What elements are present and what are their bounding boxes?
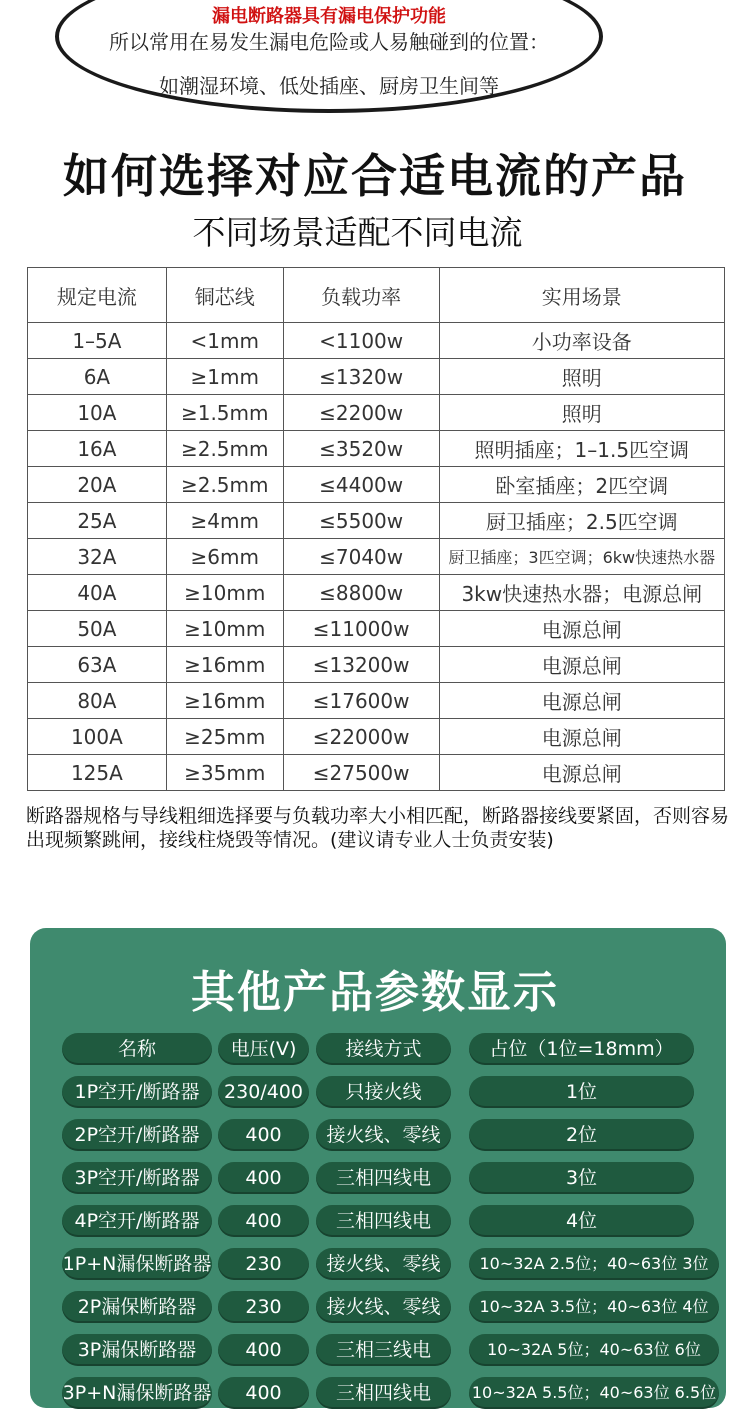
row-current: 16A	[28, 431, 167, 467]
row-current: 125A	[28, 755, 167, 791]
section-heading: 如何选择对应合适电流的产品	[63, 149, 687, 203]
pill-name: 3P+N漏保断路器	[62, 1377, 212, 1409]
pill-voltage: 230	[218, 1248, 309, 1280]
row-scenario: 厨卫插座；3匹空调；6kw快速热水器	[439, 539, 724, 575]
row-power: ≤22000w	[283, 719, 439, 755]
pill-slots: 10~32A 2.5位；40~63位 3位	[469, 1248, 719, 1280]
pill-wiring: 三相四线电	[316, 1377, 451, 1409]
header-scenario: 实用场景	[439, 268, 724, 323]
table-row	[28, 611, 725, 647]
row-power: ≤2200w	[283, 395, 439, 431]
pill-voltage: 230/400	[218, 1076, 309, 1108]
pill-wiring: 接线方式	[316, 1033, 451, 1065]
row-power: ≤4400w	[283, 467, 439, 503]
table-row	[28, 395, 725, 431]
row-wire: ≥4mm	[166, 503, 283, 539]
row-power: ≤1320w	[283, 359, 439, 395]
row-wire: ≥2.5mm	[166, 467, 283, 503]
row-current: 6A	[28, 359, 167, 395]
row-scenario: 小功率设备	[439, 323, 724, 359]
row-current: 50A	[28, 611, 167, 647]
row-wire: ≥35mm	[166, 755, 283, 791]
pill-wiring: 只接火线	[316, 1076, 451, 1108]
pill-name: 1P+N漏保断路器	[62, 1248, 212, 1280]
pill-slots: 10~32A 5位；40~63位 6位	[469, 1334, 719, 1366]
table-row	[28, 503, 725, 539]
row-power: ≤8800w	[283, 575, 439, 611]
table-row	[28, 539, 725, 575]
pill-name: 1P空开/断路器	[62, 1076, 212, 1108]
pill-name: 2P空开/断路器	[62, 1119, 212, 1151]
row-scenario: 电源总闸	[439, 683, 724, 719]
row-scenario: 照明	[439, 359, 724, 395]
pill-wiring: 三相三线电	[316, 1334, 451, 1366]
table-row	[28, 647, 725, 683]
pill-voltage: 400	[218, 1119, 309, 1151]
row-scenario: 电源总闸	[439, 647, 724, 683]
row-current: 80A	[28, 683, 167, 719]
table-row	[28, 323, 725, 359]
table-row	[28, 467, 725, 503]
pill-slots: 占位（1位=18mm）	[469, 1033, 694, 1065]
row-current: 10A	[28, 395, 167, 431]
pill-voltage: 230	[218, 1291, 309, 1323]
pill-name: 4P空开/断路器	[62, 1205, 212, 1237]
pill-wiring: 三相四线电	[316, 1162, 451, 1194]
row-wire: ≥6mm	[166, 539, 283, 575]
row-wire: ≥16mm	[166, 647, 283, 683]
pill-voltage: 400	[218, 1334, 309, 1366]
pill-slots: 1位	[469, 1076, 694, 1108]
pill-slots: 2位	[469, 1119, 694, 1151]
row-scenario: 照明	[439, 395, 724, 431]
row-wire: <1mm	[166, 323, 283, 359]
row-wire: ≥25mm	[166, 719, 283, 755]
row-scenario: 电源总闸	[439, 755, 724, 791]
pill-slots: 3位	[469, 1162, 694, 1194]
section-subheading: 不同场景适配不同电流	[192, 213, 523, 252]
pill-slots: 10~32A 5.5位；40~63位 6.5位	[469, 1377, 719, 1409]
pill-name: 3P空开/断路器	[62, 1162, 212, 1194]
row-power: ≤17600w	[283, 683, 439, 719]
row-power: ≤13200w	[283, 647, 439, 683]
table-row	[28, 683, 725, 719]
table-row	[28, 431, 725, 467]
row-current: 1–5A	[28, 323, 167, 359]
row-wire: ≥16mm	[166, 683, 283, 719]
row-wire: ≥1.5mm	[166, 395, 283, 431]
header-copper-wire: 铜芯线	[166, 268, 283, 323]
table-header-row	[28, 268, 725, 323]
row-current: 32A	[28, 539, 167, 575]
table-row	[28, 359, 725, 395]
product-panel-title: 其他产品参数显示	[191, 967, 559, 1018]
bubble-line-1: 所以常用在易发生漏电危险或人易触碰到的位置：	[109, 30, 549, 54]
pill-name: 3P漏保断路器	[62, 1334, 212, 1366]
header-load-power: 负载功率	[283, 268, 439, 323]
pill-voltage: 400	[218, 1377, 309, 1409]
table-row	[28, 575, 725, 611]
pill-voltage: 电压(V)	[218, 1033, 309, 1065]
row-scenario: 电源总闸	[439, 611, 724, 647]
pill-voltage: 400	[218, 1162, 309, 1194]
row-power: ≤27500w	[283, 755, 439, 791]
row-current: 100A	[28, 719, 167, 755]
row-power: ≤5500w	[283, 503, 439, 539]
bubble-line-2: 如潮湿环境、低处插座、厨房卫生间等	[159, 74, 499, 98]
row-wire: ≥10mm	[166, 611, 283, 647]
current-spec-table	[27, 267, 725, 791]
row-power: ≤11000w	[283, 611, 439, 647]
pill-wiring: 三相四线电	[316, 1205, 451, 1237]
info-bubble	[55, 0, 603, 113]
row-power: <1100w	[283, 323, 439, 359]
row-current: 40A	[28, 575, 167, 611]
header-rated-current: 规定电流	[28, 268, 167, 323]
row-wire: ≥10mm	[166, 575, 283, 611]
row-scenario: 卧室插座；2匹空调	[439, 467, 724, 503]
pill-wiring: 接火线、零线	[316, 1119, 451, 1151]
table-row	[28, 719, 725, 755]
pill-name: 2P漏保断路器	[62, 1291, 212, 1323]
row-power: ≤7040w	[283, 539, 439, 575]
pill-voltage: 400	[218, 1205, 309, 1237]
pill-slots: 10~32A 3.5位；40~63位 4位	[469, 1291, 719, 1323]
pill-wiring: 接火线、零线	[316, 1248, 451, 1280]
pill-slots: 4位	[469, 1205, 694, 1237]
row-current: 63A	[28, 647, 167, 683]
row-power: ≤3520w	[283, 431, 439, 467]
row-current: 25A	[28, 503, 167, 539]
pill-name: 名称	[62, 1033, 212, 1065]
row-scenario: 厨卫插座；2.5匹空调	[439, 503, 724, 539]
row-wire: ≥2.5mm	[166, 431, 283, 467]
bubble-line-0: 漏电断路器具有漏电保护功能	[212, 6, 446, 27]
row-scenario: 照明插座；1–1.5匹空调	[439, 431, 724, 467]
row-scenario: 3kw快速热水器；电源总闸	[439, 575, 724, 611]
row-scenario: 电源总闸	[439, 719, 724, 755]
row-wire: ≥1mm	[166, 359, 283, 395]
table-row	[28, 755, 725, 791]
pill-wiring: 接火线、零线	[316, 1291, 451, 1323]
wiring-note: 断路器规格与导线粗细选择要与负载功率大小相匹配，断路器接线要紧固，否则容易出现频繁跳闸，接线柱烧毁等情况。(建议请专业人士负责安装)	[26, 805, 730, 851]
row-current: 20A	[28, 467, 167, 503]
